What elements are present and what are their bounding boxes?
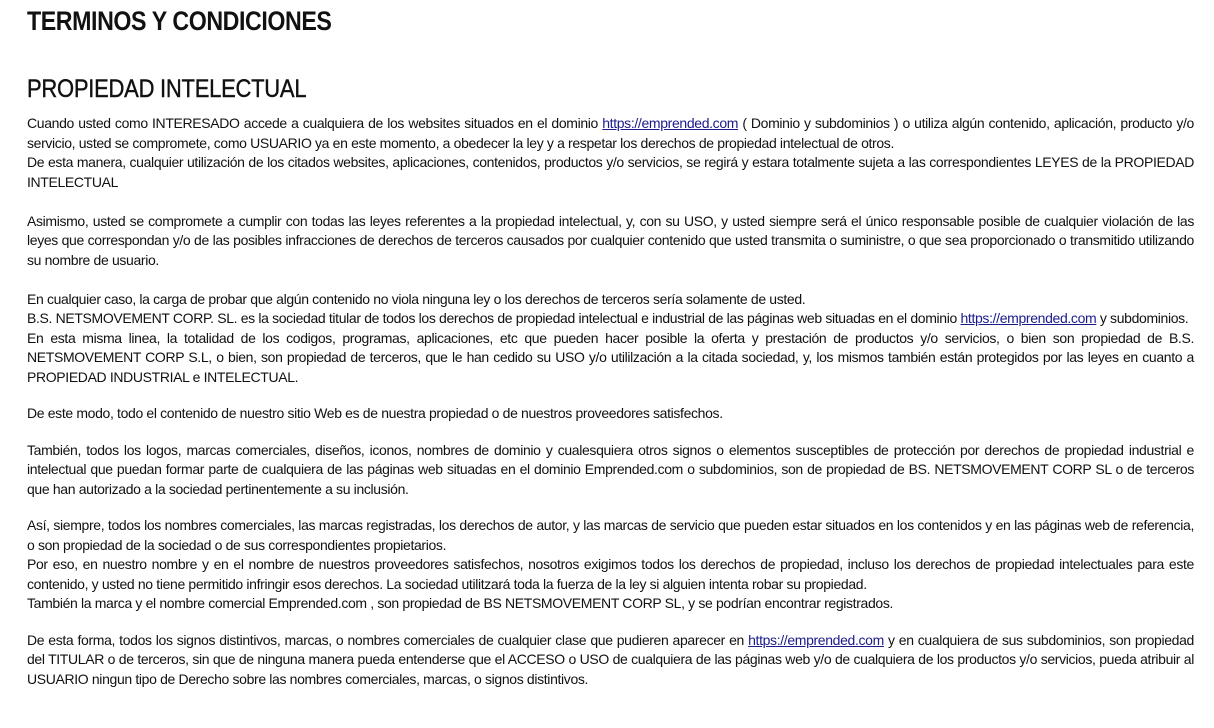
document-body [27,114,1194,689]
paragraph-5 [27,309,1194,329]
paragraph-6: En esta misma linea, la totalidad de los codigos, programas, aplicaciones, etc que pueden hacer posible la oferta y prestación de productos y/o servicios, o bien son propiedad de B.S. NETSMOVEMENT CORP S.L, o bien, son propiedad de terceros, que le han cedido su USO y/o utililzación a la citada sociedad, y, los mismos también están protegidos por las leyes en cuanto a PROPIEDAD INDUSTRIAL e INTELECTUAL. [27,329,1194,385]
paragraph-1 [27,114,1194,153]
emprended-link-3[interactable]: https://emprended.com [748,631,884,648]
paragraph-8: También, todos los logos, marcas comerciales, diseños, iconos, nombres de dominio y cualesquiera otros signos o elementos susceptibles de protección por derechos de propiedad industrial e intelectual que puedan formar parte de cualquiera de las páginas web situadas en el dominio Emprended.com o subdominios, son de propiedad de BS. NETSMOVEMENT CORP SL o de terceros que han autorizado a la sociedad pertinentemente a su inclusión. [27,441,1194,497]
paragraph-12-text-b: y en cualquiera de sus subdominios, son propiedad del TITULAR o de terceros, sin que de ninguna manera pueda entenderse que el ACCESO o USO de cualquiera de las páginas web y/o de cualquiera de los productos y/o servicios, pueda atribuir al USUARIO ningun tipo de Derecho sobre las nombres comerciales, marcas, o signos distintivos. [27,631,1194,687]
paragraph-12-text-a: De esta forma, todos los signos distintivos, marcas, o nombres comerciales de cualquier clase que pudieren aparecer en [27,631,749,648]
paragraph-11: También la marca y el nombre comercial Emprended.com , son propiedad de BS NETSMOVEMENT CORP SL, y se podrían encontrar registrados. [27,595,894,611]
paragraph-2: De esta manera, cualquier utilización de los citados websites, aplicaciones, contenidos, productos y/o servicios, se regirá y estara totalmente sujeta a las correspondientes LEYES de la PROPIEDAD INTELECTUAL [27,154,1194,190]
paragraph-5-text-a: B.S. NETSMOVEMENT CORP. SL. es la sociedad titular de todos los derechos de propiedad intelectual e industrial de las páginas web situadas en el dominio [27,310,961,326]
paragraph-5-text-b: y subdominios. [1096,310,1189,326]
paragraph-3: Asimismo, usted se compromete a cumplir con todas las leyes referentes a la propiedad intelectual, y, con su USO, y usted siempre será el único responsable posible de cualquier violación de las leyes que correspondan y/o de las posibles infracciones de derechos de terceros causados por cualquier contenido que usted transmita o suministre, o que sea proporcionado o transmitido utilizando su nombre de usuario. [27,212,1194,268]
paragraph-7: De este modo, todo el contenido de nuestro sitio Web es de nuestra propiedad o de nuestros proveedores satisfechos. [27,405,723,421]
page-title: TERMINOS Y CONDICIONES [27,6,332,36]
emprended-link-1[interactable]: https://emprended.com [602,115,739,131]
paragraph-12 [27,631,1194,690]
emprended-link-2[interactable]: https://emprended.com [960,310,1097,326]
paragraph-4: En cualquier caso, la carga de probar que algún contenido no viola ninguna ley o los derechos de terceros sería solamente de usted. [27,290,806,307]
paragraph-1-text-a: Cuando usted como INTERESADO accede a cualquiera de los websites situados en el dominio [27,115,603,131]
section-heading: PROPIEDAD INTELECTUAL [27,75,307,103]
paragraph-1-text-b: ( Dominio y subdominios ) o utiliza algún contenido, aplicación, producto y/o servicio, usted se compromete, como USUARIO ya en este momento, a obedecer la ley y a respetar los derechos de propiedad intelectual de otros. [27,115,1194,151]
paragraph-9: Así, siempre, todos los nombres comerciales, las marcas registradas, los derechos de autor, y las marcas de servicio que pueden estar situados en los contenidos y en las páginas web de referencia, o son propiedad de la sociedad o de sus correspondientes propietarios. [27,517,1194,553]
paragraph-10: Por eso, en nuestro nombre y en el nombre de nuestros proveedores satisfechos, nosotros exigimos todos los derechos de propiedad, incluso los derechos de propiedad intelectuales para este contenido, y usted no tiene permitido infringir esos derechos. La sociedad utilitzará toda la fuerza de la ley si alguien intenta robar su propiedad. [27,556,1194,592]
document-page [27,4,1194,689]
